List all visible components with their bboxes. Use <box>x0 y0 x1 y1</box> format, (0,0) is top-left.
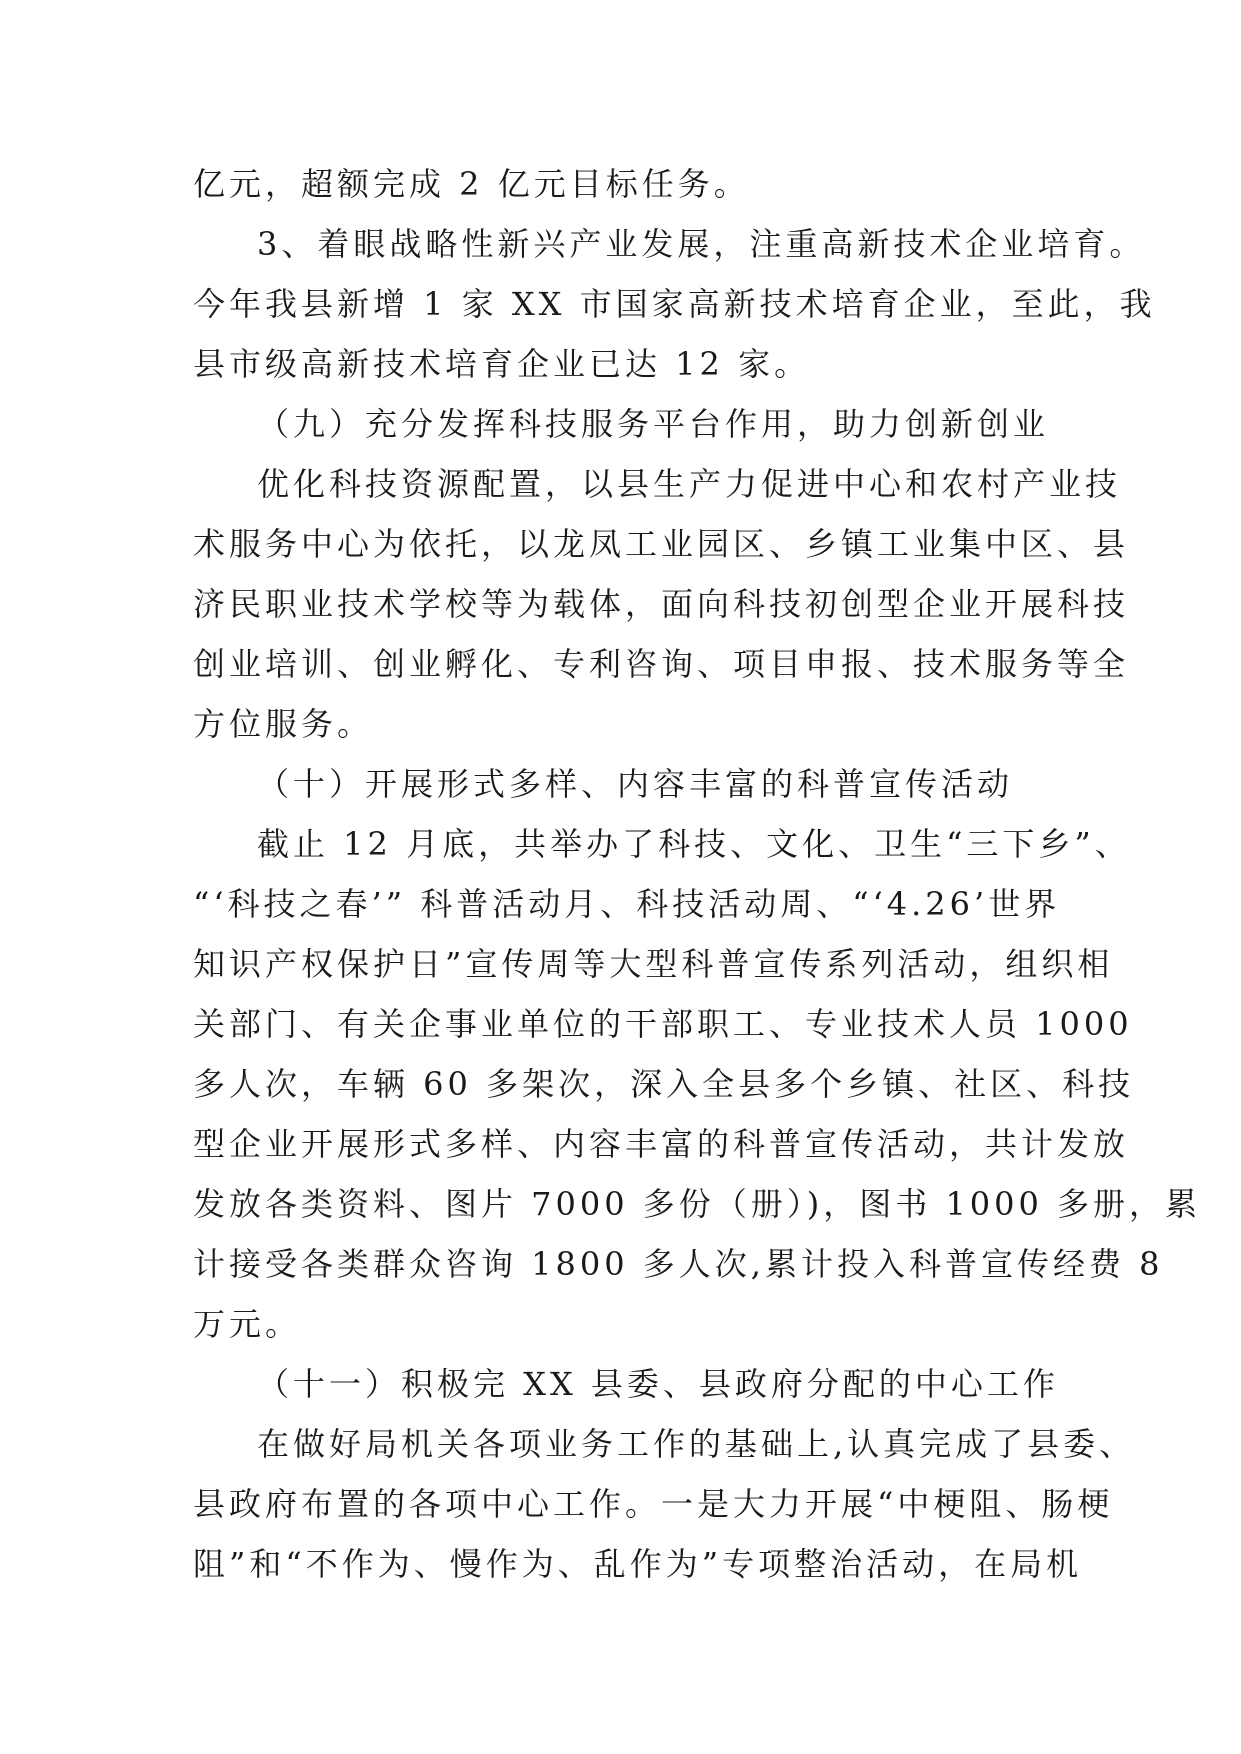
text-line: 计接受各类群众咨询 1800 多人次,累计投入科普宣传经费 8 <box>193 1245 1164 1283</box>
text-line: 知识产权保护日”宣传周等大型科普宣传系列活动，组织相 <box>193 945 1114 983</box>
text-line: 县政府布置的各项中心工作。一是大力开展“中梗阻、肠梗 <box>193 1485 1114 1523</box>
text-line: 亿元，超额完成 2 亿元目标任务。 <box>193 165 750 203</box>
text-line: 阻”和“不作为、慢作为、乱作为”专项整治活动，在局机 <box>193 1545 1083 1583</box>
text-line: 发放各类资料、图片 7000 多份（册）)，图书 1000 多册，累 <box>193 1185 1202 1223</box>
section-heading: （十）开展形式多样、内容丰富的科普宣传活动 <box>257 765 1014 803</box>
text-line: 优化科技资源配置，以县生产力促进中心和农村产业技 <box>257 465 1122 503</box>
text-line: 在做好局机关各项业务工作的基础上,认真完成了县委、 <box>257 1425 1136 1463</box>
text-line: 截止 12 月底，共举办了科技、文化、卫生“三下乡”、 <box>257 825 1131 863</box>
text-line: 今年我县新增 1 家 XX 市国家高新技术培育企业，至此，我 <box>193 285 1156 323</box>
text-line: 县市级高新技术培育企业已达 12 家。 <box>193 345 811 383</box>
text-line: 济民职业技术学校等为载体，面向科技初创型企业开展科技 <box>193 585 1130 623</box>
text-line: 多人次，车辆 60 多架次，深入全县多个乡镇、社区、科技 <box>193 1065 1135 1103</box>
text-line: 术服务中心为依托，以龙凤工业园区、乡镇工业集中区、县 <box>193 525 1130 563</box>
section-heading: （十一）积极完 XX 县委、县政府分配的中心工作 <box>257 1365 1059 1403</box>
document-body <box>193 154 1202 1594</box>
text-line: 型企业开展形式多样、内容丰富的科普宣传活动，共计发放 <box>193 1125 1130 1163</box>
text-line: 关部门、有关企事业单位的干部职工、专业技术人员 1000 <box>193 1005 1133 1043</box>
text-line: 创业培训、创业孵化、专利咨询、项目申报、技术服务等全 <box>193 645 1130 683</box>
text-line: 方位服务。 <box>193 705 374 743</box>
text-line: “‘科技之春’” 科普活动月、科技活动周、“‘4.26’世界 <box>193 885 1061 923</box>
text-line: 3、着眼战略性新兴产业发展，注重高新技术企业培育。 <box>257 225 1146 263</box>
section-heading: （九）充分发挥科技服务平台作用，助力创新创业 <box>257 405 1050 443</box>
text-line: 万元。 <box>193 1305 302 1343</box>
